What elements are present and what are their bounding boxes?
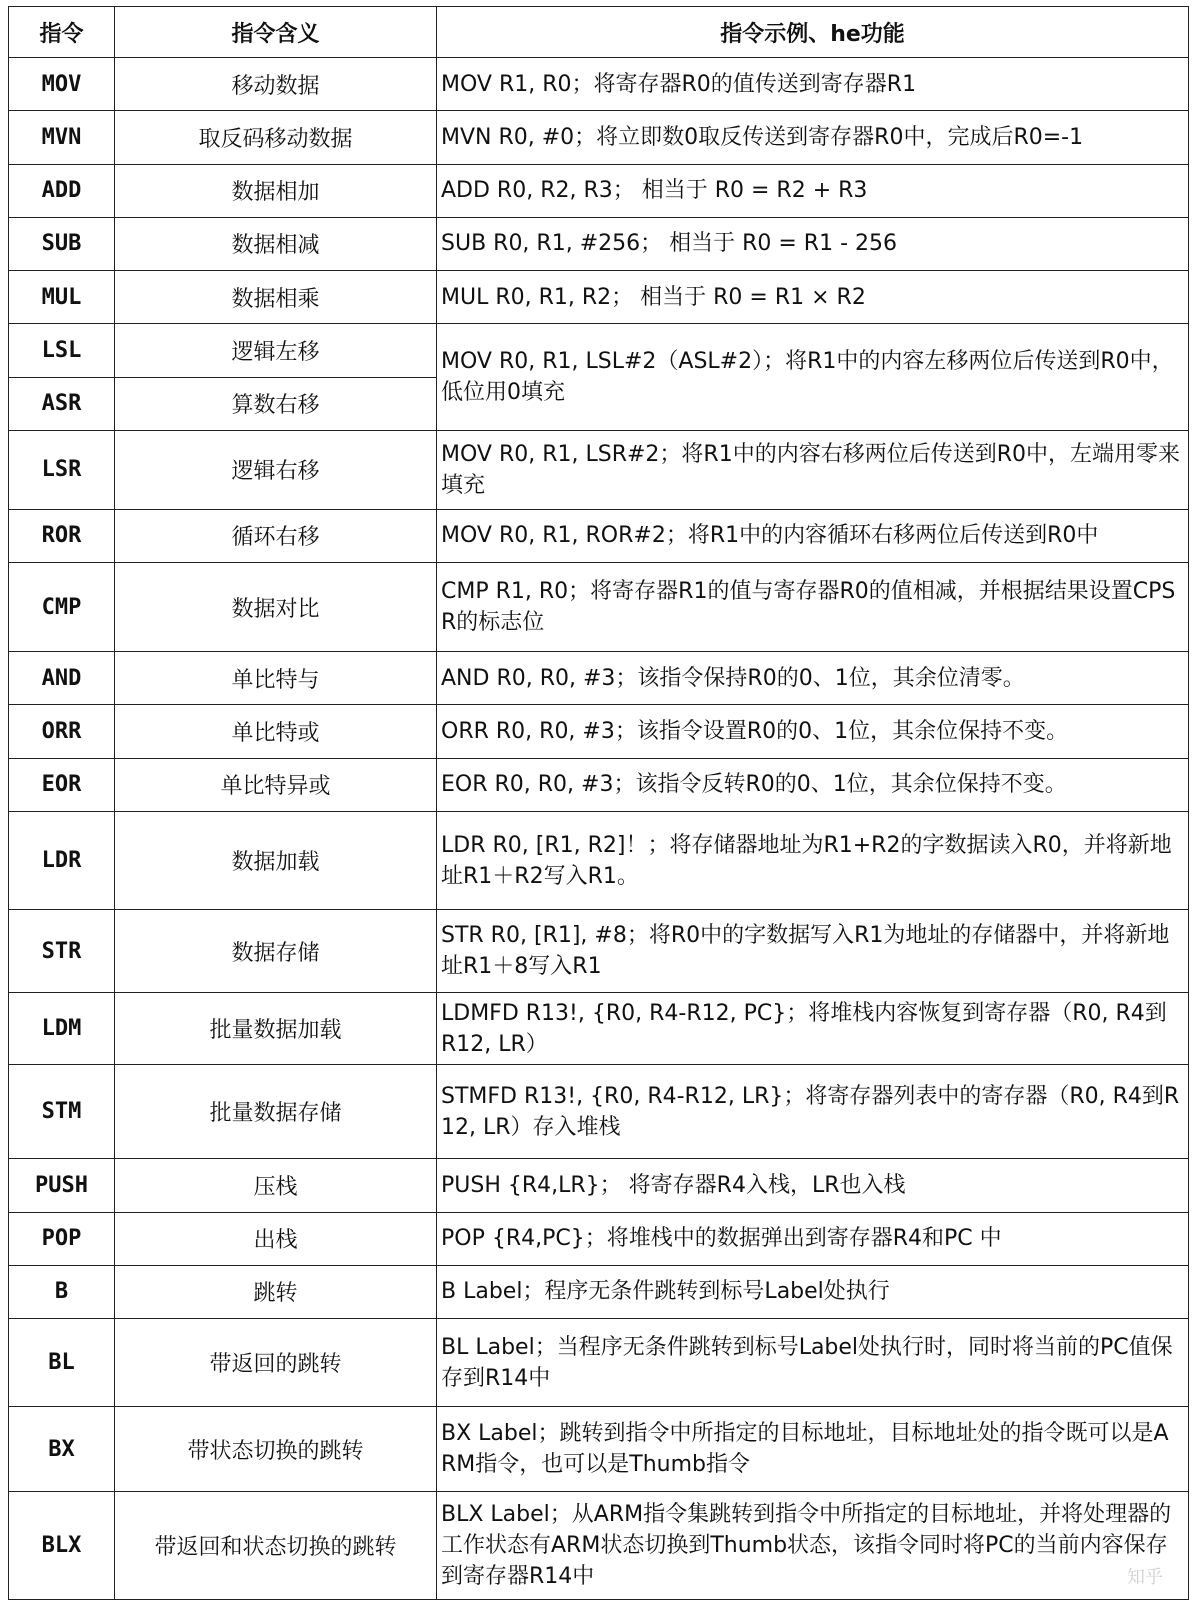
table-row	[9, 1407, 1189, 1492]
header-meaning: 指令含义	[115, 7, 437, 58]
meaning-cell: 循环右移	[115, 509, 437, 562]
meaning-cell: 逻辑左移	[115, 324, 437, 377]
table-row	[9, 509, 1189, 562]
table-row	[9, 430, 1189, 509]
table-row	[9, 1065, 1189, 1159]
instruction-cell: CMP	[9, 563, 115, 652]
table-row	[9, 164, 1189, 217]
instruction-cell: ADD	[9, 164, 115, 217]
example-cell: MOV R0, R1, LSL#2（ASL#2）；将R1中的内容左移两位后传送到R0中，低位用0填充	[437, 324, 1189, 431]
instruction-cell: BLX	[9, 1492, 115, 1600]
meaning-cell: 数据加载	[115, 811, 437, 909]
table-row	[9, 111, 1189, 164]
meaning-cell: 数据相乘	[115, 271, 437, 324]
meaning-cell: 单比特异或	[115, 758, 437, 811]
watermark: 知乎	[1127, 1567, 1163, 1588]
example-cell: MOV R0, R1, LSR#2；将R1中的内容右移两位后传送到R0中，左端用零来填充	[437, 430, 1189, 509]
example-cell: PUSH {R4,LR}； 将寄存器R4入栈，LR也入栈	[437, 1159, 1189, 1212]
table-row	[9, 217, 1189, 270]
meaning-cell: 单比特或	[115, 705, 437, 758]
instruction-cell: SUB	[9, 217, 115, 270]
example-cell: BX Label；跳转到指令中所指定的目标地址，目标地址处的指令既可以是ARM指令，也可以是Thumb指令	[437, 1407, 1189, 1492]
meaning-cell: 移动数据	[115, 58, 437, 111]
table-row	[9, 563, 1189, 652]
meaning-cell: 数据存储	[115, 910, 437, 993]
meaning-cell: 算数右移	[115, 377, 437, 430]
table-row	[9, 324, 1189, 377]
example-cell: BLX Label；从ARM指令集跳转到指令中所指定的目标地址，并将处理器的工作状态有ARM状态切换到Thumb状态，该指令同时将PC的当前内容保存到寄存器R14中	[437, 1492, 1189, 1600]
header-example: 指令示例、he功能	[437, 7, 1189, 58]
instruction-cell: ROR	[9, 509, 115, 562]
table-row	[9, 1492, 1189, 1600]
example-cell: STR R0, [R1], #8；将R0中的字数据写入R1为地址的存储器中，并将新地址R1＋8写入R1	[437, 910, 1189, 993]
instruction-cell: PUSH	[9, 1159, 115, 1212]
meaning-cell: 带返回的跳转	[115, 1319, 437, 1407]
instruction-cell: MOV	[9, 58, 115, 111]
instruction-cell: BX	[9, 1407, 115, 1492]
instruction-cell: STR	[9, 910, 115, 993]
example-cell: BL Label；当程序无条件跳转到标号Label处执行时，同时将当前的PC值保存到R14中	[437, 1319, 1189, 1407]
meaning-cell: 逻辑右移	[115, 430, 437, 509]
example-cell: MOV R1, R0；将寄存器R0的值传送到寄存器R1	[437, 58, 1189, 111]
table-row	[9, 811, 1189, 909]
table-row	[9, 910, 1189, 993]
instruction-cell: ORR	[9, 705, 115, 758]
meaning-cell: 数据相减	[115, 217, 437, 270]
instruction-cell: EOR	[9, 758, 115, 811]
instruction-cell: MUL	[9, 271, 115, 324]
instruction-cell: LSR	[9, 430, 115, 509]
example-cell: ORR R0, R0, #3；该指令设置R0的0、1位，其余位保持不变。	[437, 705, 1189, 758]
example-cell: B Label；程序无条件跳转到标号Label处执行	[437, 1265, 1189, 1318]
meaning-cell: 数据相加	[115, 164, 437, 217]
instruction-cell: LDM	[9, 993, 115, 1065]
table-row	[9, 1265, 1189, 1318]
meaning-cell: 批量数据存储	[115, 1065, 437, 1159]
instruction-cell: BL	[9, 1319, 115, 1407]
table-row	[9, 652, 1189, 705]
example-cell: LDMFD R13!, {R0, R4-R12, PC}；将堆栈内容恢复到寄存器（R0, R4到R12, LR）	[437, 993, 1189, 1065]
table-row	[9, 758, 1189, 811]
instruction-table	[8, 6, 1189, 1600]
instruction-cell: B	[9, 1265, 115, 1318]
example-cell: STMFD R13!, {R0, R4-R12, LR}；将寄存器列表中的寄存器（R0, R4到R12, LR）存入堆栈	[437, 1065, 1189, 1159]
example-cell: CMP R1, R0；将寄存器R1的值与寄存器R0的值相减，并根据结果设置CPSR的标志位	[437, 563, 1189, 652]
table-row	[9, 271, 1189, 324]
table-row	[9, 993, 1189, 1065]
example-cell: ADD R0, R2, R3； 相当于 R0 = R2 + R3	[437, 164, 1189, 217]
instruction-cell: AND	[9, 652, 115, 705]
table-row	[9, 1319, 1189, 1407]
example-cell: SUB R0, R1, #256； 相当于 R0 = R1 - 256	[437, 217, 1189, 270]
instruction-cell: POP	[9, 1212, 115, 1265]
example-cell: MOV R0, R1, ROR#2；将R1中的内容循环右移两位后传送到R0中	[437, 509, 1189, 562]
meaning-cell: 跳转	[115, 1265, 437, 1318]
table-row	[9, 58, 1189, 111]
example-cell: MVN R0, #0；将立即数0取反传送到寄存器R0中，完成后R0=-1	[437, 111, 1189, 164]
example-cell: EOR R0, R0, #3；该指令反转R0的0、1位，其余位保持不变。	[437, 758, 1189, 811]
table-row	[9, 1212, 1189, 1265]
example-cell: LDR R0, [R1, R2]！；将存储器地址为R1+R2的字数据读入R0，并将新地址R1＋R2写入R1。	[437, 811, 1189, 909]
meaning-cell: 带返回和状态切换的跳转	[115, 1492, 437, 1600]
example-cell: MUL R0, R1, R2； 相当于 R0 = R1 × R2	[437, 271, 1189, 324]
meaning-cell: 取反码移动数据	[115, 111, 437, 164]
meaning-cell: 带状态切换的跳转	[115, 1407, 437, 1492]
meaning-cell: 出栈	[115, 1212, 437, 1265]
instruction-cell: ASR	[9, 377, 115, 430]
meaning-cell: 数据对比	[115, 563, 437, 652]
meaning-cell: 压栈	[115, 1159, 437, 1212]
meaning-cell: 批量数据加载	[115, 993, 437, 1065]
example-cell: AND R0, R0, #3；该指令保持R0的0、1位，其余位清零。	[437, 652, 1189, 705]
instruction-cell: STM	[9, 1065, 115, 1159]
example-cell: POP {R4,PC}；将堆栈中的数据弹出到寄存器R4和PC 中	[437, 1212, 1189, 1265]
instruction-cell: LSL	[9, 324, 115, 377]
header-row	[9, 7, 1189, 58]
table-row	[9, 705, 1189, 758]
instruction-cell: LDR	[9, 811, 115, 909]
instruction-cell: MVN	[9, 111, 115, 164]
table-row	[9, 1159, 1189, 1212]
meaning-cell: 单比特与	[115, 652, 437, 705]
header-instruction: 指令	[9, 7, 115, 58]
